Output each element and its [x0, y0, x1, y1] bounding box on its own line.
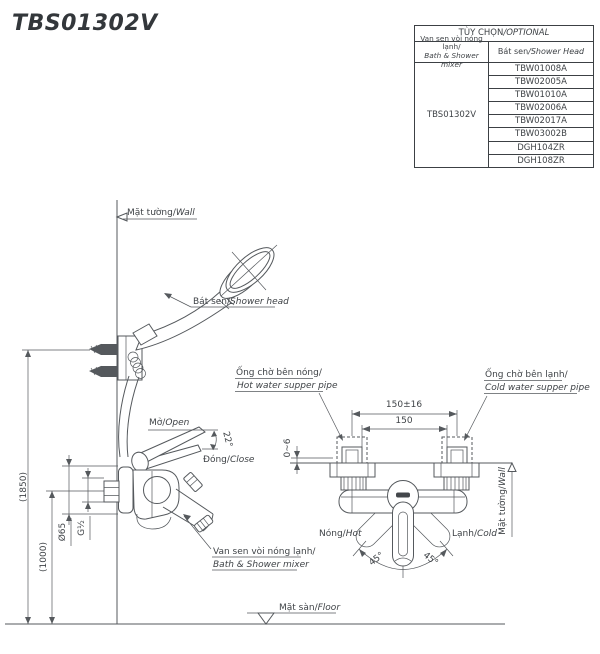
hot-label-en: Hot — [345, 529, 362, 539]
wall-label-right-en: Wall — [498, 467, 508, 487]
handle-down — [393, 502, 414, 566]
side-view — [19, 200, 316, 624]
close-label-vi: Đóng/ — [203, 455, 230, 465]
angle-45-left-label: 45° — [367, 550, 387, 569]
hot-label-vi: Nóng/ — [319, 529, 346, 539]
dimension-0-6 — [283, 438, 333, 474]
shower-head-code: TBW03002B — [489, 128, 593, 141]
shower-head-code: TBW01010A — [489, 89, 593, 102]
optional-title-en: /OPTIONAL — [503, 28, 550, 39]
wall-label-top-en: Wall — [175, 208, 195, 218]
floor-label — [279, 603, 341, 613]
angle-22-label: 22° — [220, 430, 234, 449]
hot-pipe-label-vi: Ống chờ bên nóng/ — [236, 368, 322, 378]
mixer-label-en: Bath & Shower mixer — [213, 560, 309, 570]
dimension-g-half — [77, 468, 104, 540]
open-label — [149, 417, 190, 428]
diverter-knob — [183, 472, 202, 492]
optional-title-vi: TÙY CHỌN — [458, 28, 504, 39]
column-header-shower-head-en: /Shower Head — [528, 47, 585, 57]
cold-pipe-label-en: Cold water supper pipe — [485, 383, 590, 393]
mixer-code-cell: TBS01302V — [415, 63, 489, 167]
shower-head — [213, 240, 281, 305]
mixer-front-view — [330, 463, 479, 578]
cold-label-vi: Lạnh/ — [452, 529, 477, 539]
wall-arrow-icon — [117, 213, 127, 221]
wall-label-right — [497, 467, 508, 535]
hot-label — [319, 528, 362, 539]
shower-head-code: DGH108ZR — [517, 155, 565, 166]
product-code-title: TBS01302V — [12, 11, 158, 36]
wall-label-top-vi: Mặt tường/ — [127, 208, 176, 218]
dimension-1850 — [19, 350, 90, 624]
close-label — [203, 454, 255, 465]
shower-head-code: TBW02005A — [489, 76, 593, 89]
inlet-nipple — [104, 481, 119, 502]
shower-head-label — [193, 297, 289, 307]
hot-supply-pipe — [337, 437, 367, 463]
cold-union-nut — [444, 477, 469, 490]
dim-150-label: 150 — [395, 416, 413, 426]
dim-1000-label: (1000) — [39, 542, 49, 572]
cold-supply-pipe — [442, 437, 472, 463]
cold-pipe-label-vi: Ống chờ bên lạnh/ — [485, 370, 568, 380]
hot-union-nut — [341, 477, 366, 490]
column-header-mixer-en: Bath & Shower mixer — [424, 51, 479, 69]
shower-head-label-en: Shower head — [230, 297, 289, 307]
shower-head-code: TBW02006A — [489, 102, 593, 115]
cold-label — [452, 529, 497, 539]
dim-1850-label: (1850) — [19, 472, 29, 502]
escutcheon-plate — [119, 467, 134, 513]
valve-cap — [144, 477, 171, 504]
floor-label-vi: Mặt sàn/ — [279, 603, 318, 613]
mixer-label-vi: Van sen vòi nóng lạnh/ — [213, 547, 316, 557]
floor-label-en: Floor — [317, 603, 341, 613]
dim-0-6-label: 0~6 — [283, 438, 293, 458]
dim-dia65-label: Ø65 — [58, 522, 68, 542]
open-label-en: Open — [165, 418, 190, 428]
column-header-mixer-vi: Van sen vòi nóng lạnh/ — [420, 33, 483, 52]
dim-150-16-label: 150±16 — [385, 400, 423, 410]
mixer-side-view — [104, 427, 214, 533]
floor — [5, 603, 505, 624]
wall-label-right-vi: Mặt tường/ — [498, 486, 508, 535]
cold-label-en: Cold — [476, 529, 497, 539]
shower-head-label-vi: Bát sen/ — [193, 297, 231, 307]
wall-label-top — [127, 207, 195, 218]
close-label-en: Close — [229, 455, 255, 465]
dim-ghalf-label: G½ — [77, 520, 87, 536]
shower-head-code: TBW01008A — [489, 63, 593, 76]
dome-marker — [396, 493, 410, 498]
hot-pipe-label-en: Hot water supper pipe — [237, 381, 338, 391]
open-label-vi: Mở/ — [149, 418, 166, 428]
floor-symbol-icon — [258, 613, 274, 624]
dimension-150 — [362, 416, 447, 447]
angle-45-right-label: 45° — [420, 550, 440, 569]
wall-arrow-up-icon — [508, 463, 516, 472]
column-header-shower-head-vi: Bát sen — [497, 47, 529, 57]
shower-head-code: TBW02017A — [489, 115, 593, 128]
shower-head-code: DGH104ZR — [489, 142, 593, 155]
